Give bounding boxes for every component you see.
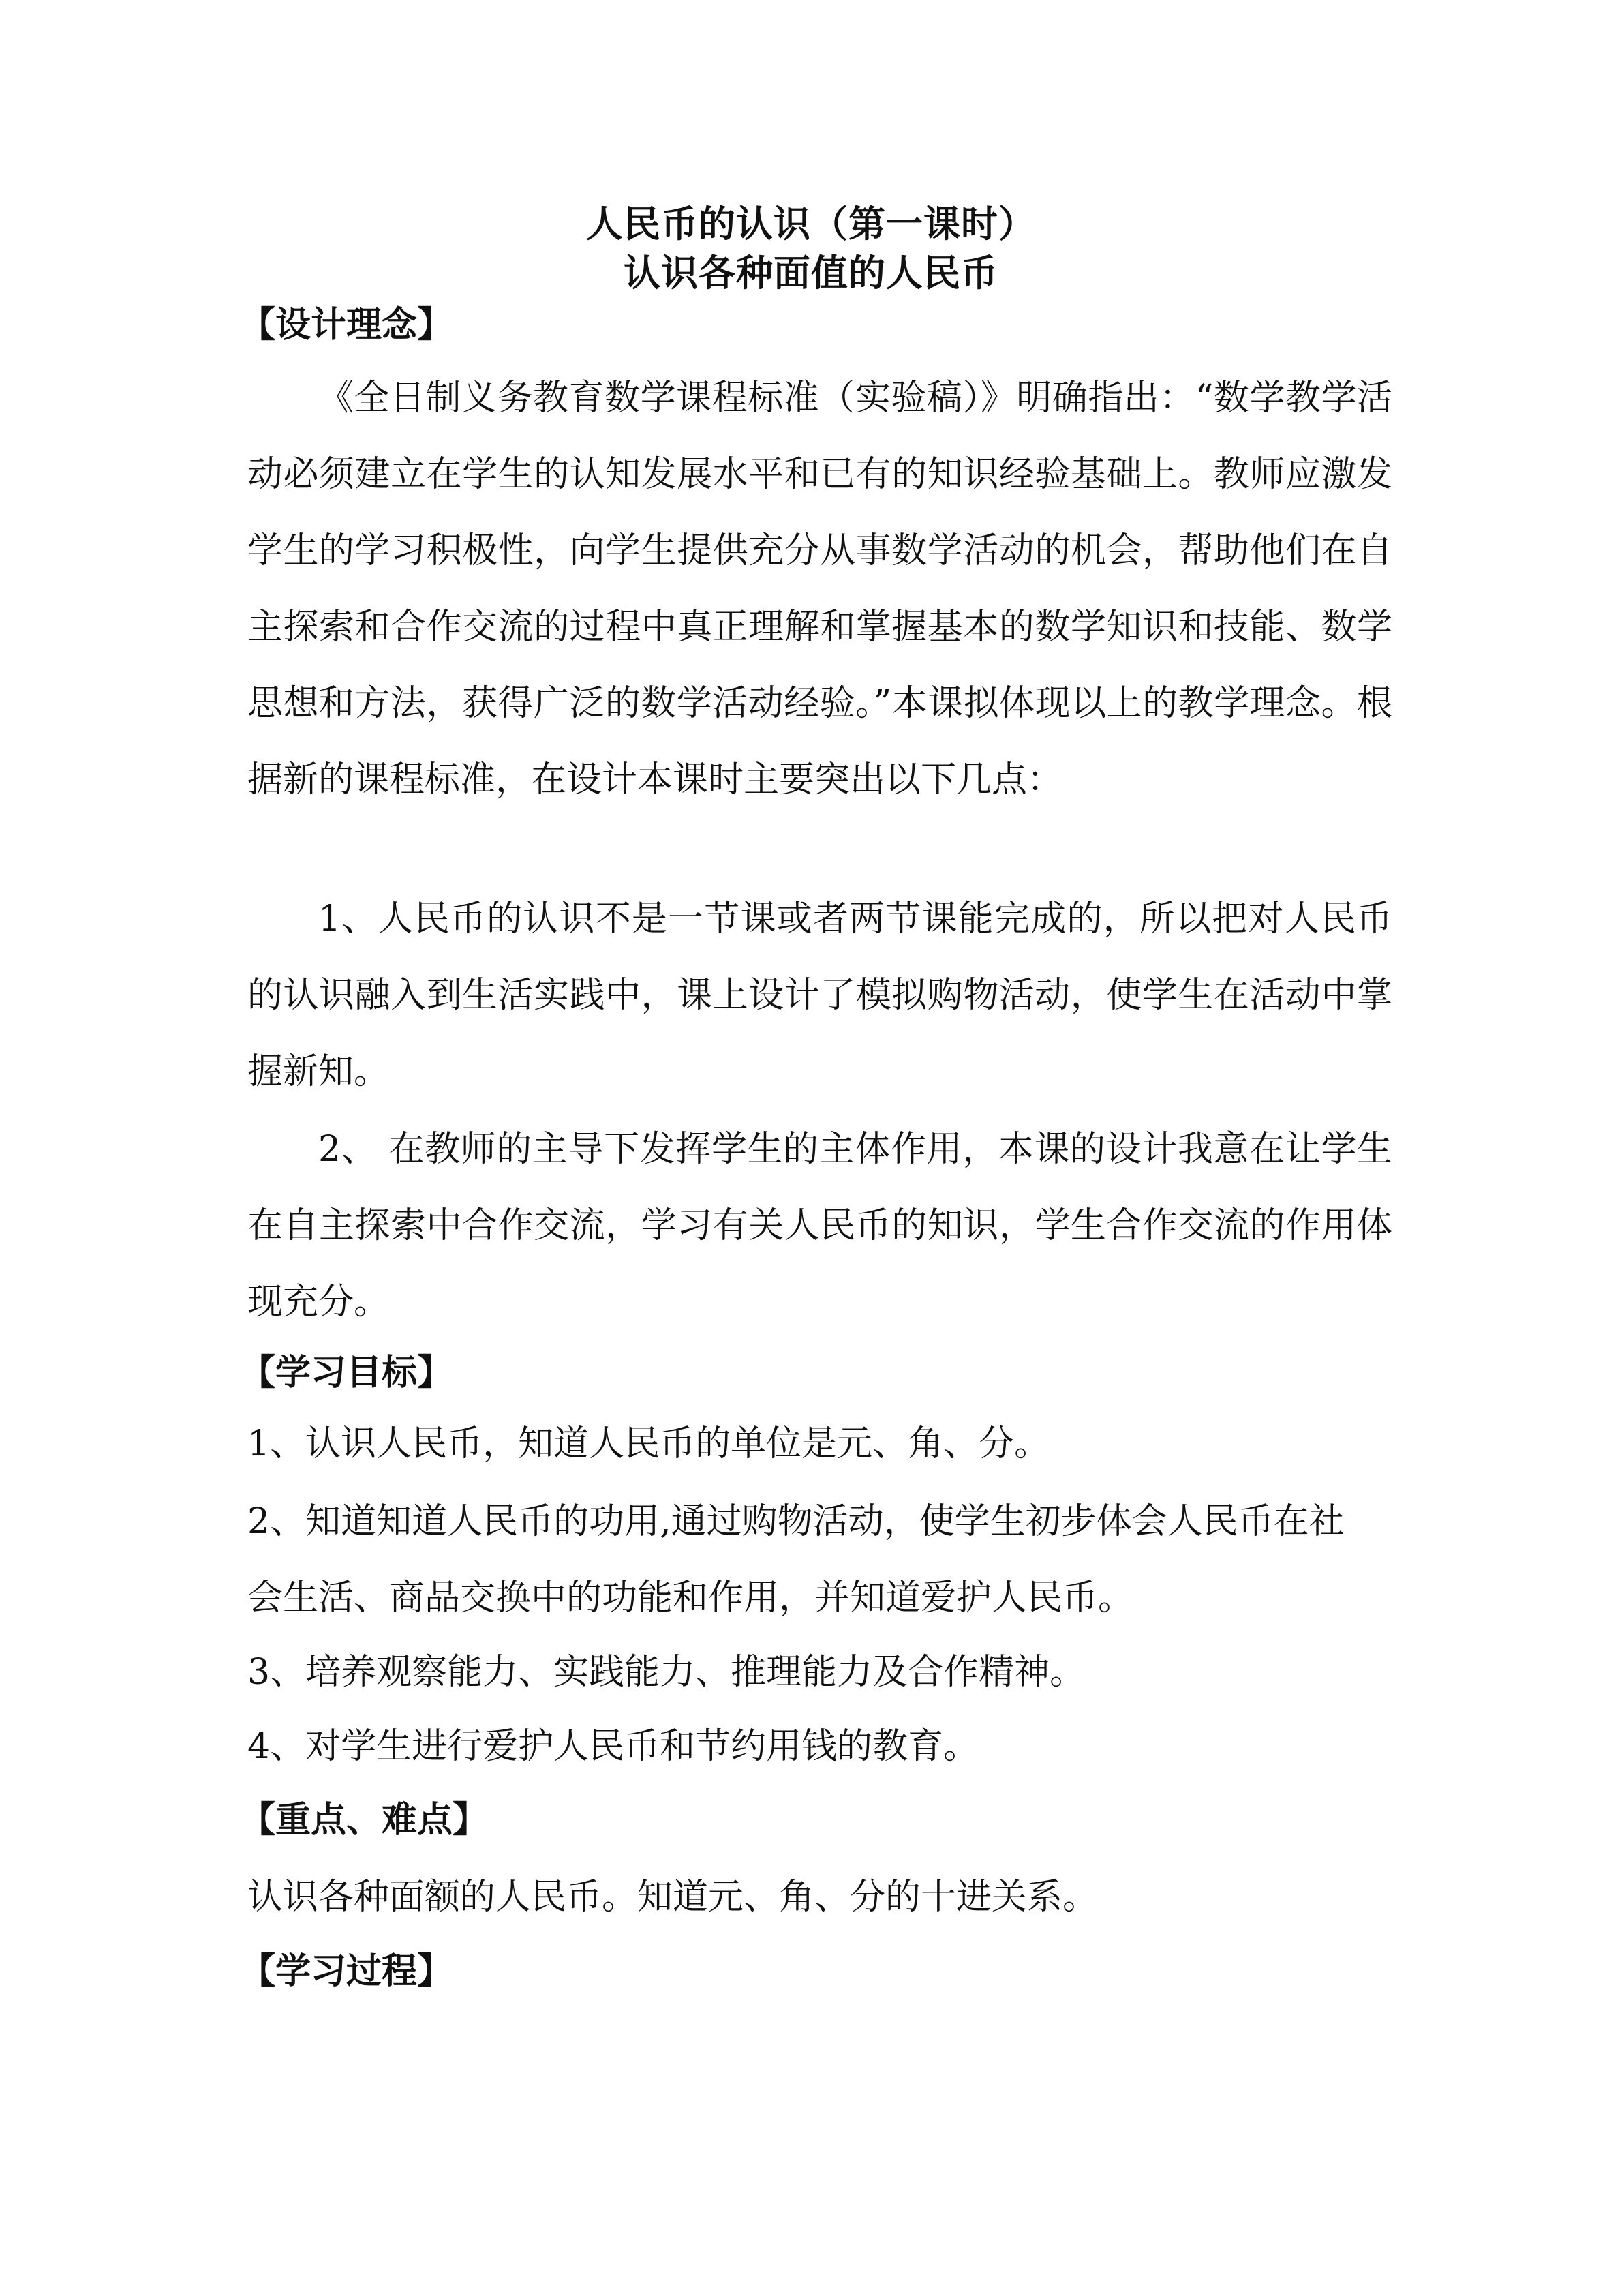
paragraph-design-point-1: 1、人民币的认识不是一节课或者两节课能完成的，所以把对人民币的认识融入到生活实践中，课上设计了模拟购物活动，使学生在活动中掌握新知。 xyxy=(247,898,1392,1092)
goal-item: 2、知道知道人民币的功用,通过购物活动，使学生初步体会人民币在社会生活、商品交换中的功能和作用，并知道爱护人民币。 xyxy=(247,1501,1345,1618)
section-heading-key-points: 【重点、难点】 xyxy=(240,1799,489,1841)
document-title: 人民币的认识（第一课时） xyxy=(586,202,1036,245)
section-heading-design: 【设计理念】 xyxy=(240,304,453,346)
document-subtitle: 认识各种面值的人民币 xyxy=(624,251,998,294)
goal-item: 4、对学生进行爱护人民币和节约用钱的教育。 xyxy=(247,1726,979,1767)
goal-item: 1、认识人民币，知道人民币的单位是元、角、分。 xyxy=(247,1423,1050,1464)
paragraph-design-point-2: 2、 在教师的主导下发挥学生的主体作用，本课的设计我意在让学生在自主探索中合作交流，学习有关人民币的知识，学生合作交流的作用体现充分。 xyxy=(247,1129,1392,1323)
paragraph-design-intro: 《全日制义务教育数学课程标准（实验稿）》明确指出：“数学教学活动必须建立在学生的认知发展水平和已有的知识经验基础上。教师应激发学生的学习积极性，向学生提供充分从事数学活动的机会，帮助他们在自主探索和合作交流的过程中真正理解和掌握基本的数学知识和技能、数学思想和方法，获得广泛的数学活动经验。”本课拟体现以上的教学理念。根据新的课程标准，在设计本课时主要突出以下几点： xyxy=(247,378,1392,800)
key-points-text: 认识各种面额的人民币。知道元、角、分的十进关系。 xyxy=(247,1877,1099,1918)
section-heading-process: 【学习过程】 xyxy=(240,1950,453,1992)
goal-item: 3、培养观察能力、实践能力、推理能力及合作精神。 xyxy=(247,1652,1086,1693)
section-heading-goals: 【学习目标】 xyxy=(240,1352,453,1393)
